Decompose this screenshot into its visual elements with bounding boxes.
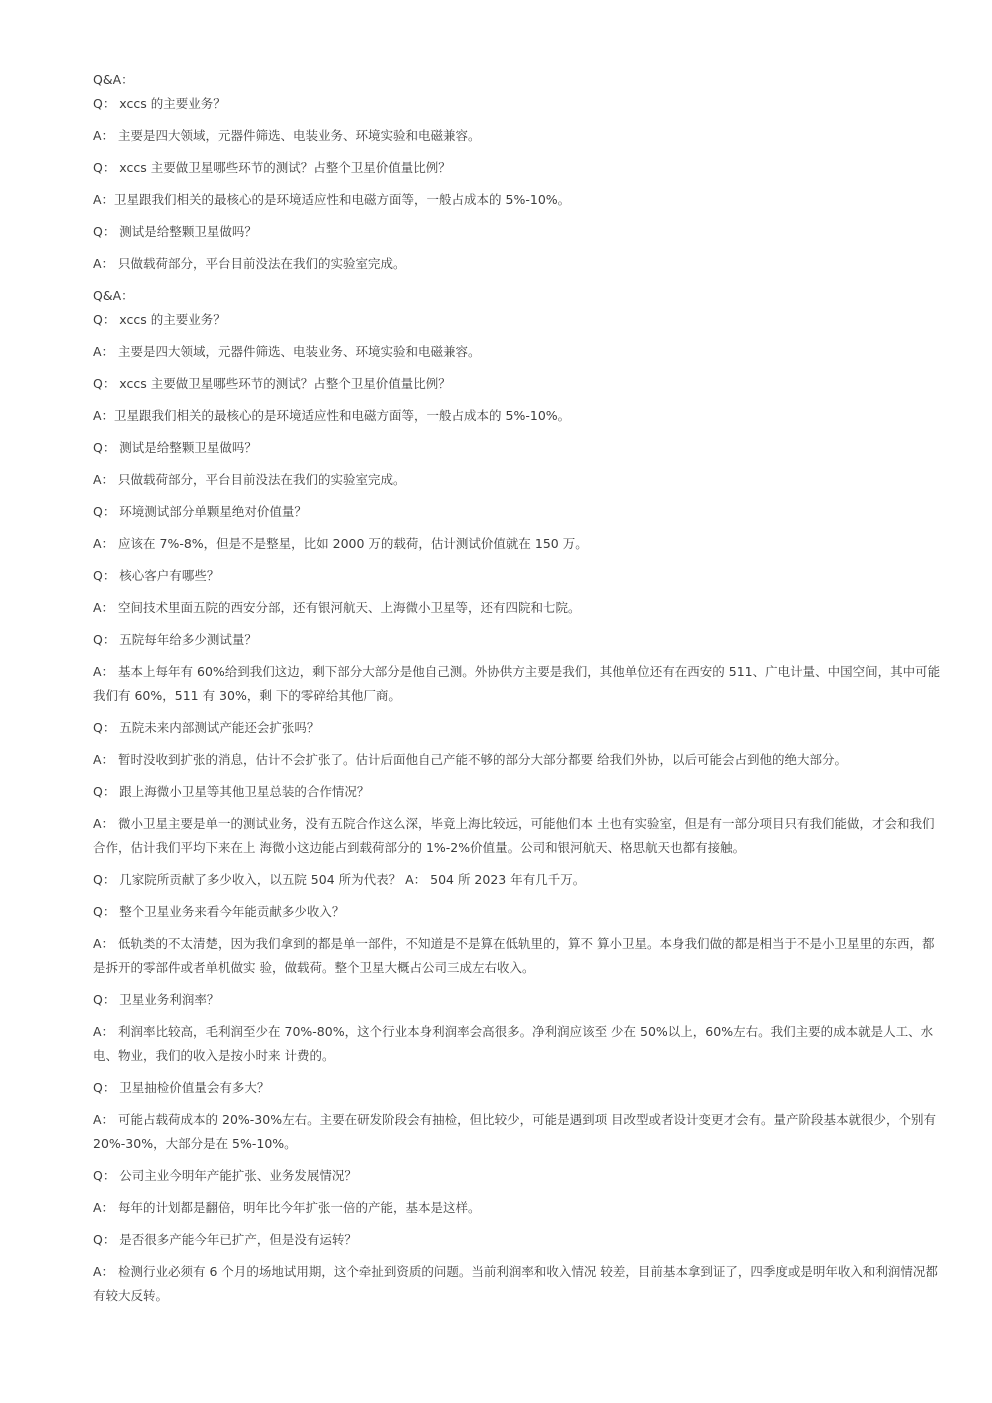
answer-line: A： 每年的计划都是翻倍，明年比今年扩张一倍的产能，基本是这样。 bbox=[93, 1200, 481, 1215]
answer-line: A： 基本上每年有 60%给到我们这边，剩下部分大部分是他自己测。外协供方主要是我们，其他单位还有在西安的 511、广电计量、中国空间，其中可能我们有 60%，511 有 30%，剩 下的零碎给其他厂商。 bbox=[93, 664, 941, 703]
question-line: Q： 核心客户有哪些？ bbox=[93, 568, 220, 583]
qa-section-heading: Q&A： bbox=[93, 288, 134, 303]
document-content bbox=[93, 68, 943, 1316]
question-line: Q： xccs 的主要业务？ bbox=[93, 312, 226, 327]
question-line: Q： 公司主业今明年产能扩张、业务发展情况？ bbox=[93, 1168, 357, 1183]
answer-line: A： 空间技术里面五院的西安分部，还有银河航天、上海微小卫星等，还有四院和七院。 bbox=[93, 600, 581, 615]
question-line: Q： 卫星抽检价值量会有多大？ bbox=[93, 1080, 270, 1095]
answer-line: A：卫星跟我们相关的最核心的是环境适应性和电磁方面等，一般占成本的 5%-10%。 bbox=[93, 192, 571, 207]
answer-line: A： 只做载荷部分，平台目前没法在我们的实验室完成。 bbox=[93, 256, 406, 271]
answer-line: A： 检测行业必须有 6 个月的场地试用期，这个牵扯到资质的问题。当前利润率和收入情况 较差，目前基本拿到证了，四季度或是明年收入和利润情况都有较大反转。 bbox=[93, 1264, 938, 1303]
answer-line: A： 微小卫星主要是单一的测试业务，没有五院合作这么深，毕竟上海比较远，可能他们本 土也有实验室，但是有一部分项目只有我们能做，才会和我们合作，估计我们平均下来在上 海微小这边能占到载荷部分的 1%-2%价值量。公司和银河航天、格思航天也都有接触。 bbox=[93, 816, 935, 855]
answer-line: A： 应该在 7%-8%，但是不是整星，比如 2000 万的载荷，估计测试价值就在 150 万。 bbox=[93, 536, 588, 551]
answer-line: A： 只做载荷部分，平台目前没法在我们的实验室完成。 bbox=[93, 472, 406, 487]
answer-line: A： 主要是四大领域，元器件筛选、电装业务、环境实验和电磁兼容。 bbox=[93, 128, 481, 143]
answer-line: A： 利润率比较高，毛利润至少在 70%-80%，这个行业本身利润率会高很多。净利润应该至 少在 50%以上，60%左右。我们主要的成本就是人工、水电、物业，我们的收入是按小时来 计费的。 bbox=[93, 1024, 934, 1063]
answer-line: A： 可能占载荷成本的 20%-30%左右。主要在研发阶段会有抽检，但比较少，可能是遇到项 目改型或者设计变更才会有。量产阶段基本就很少，个别有 20%-30%，大部分是在 5%-10%。 bbox=[93, 1112, 937, 1151]
question-line: Q： xccs 主要做卫星哪些环节的测试？占整个卫星价值量比例？ bbox=[93, 160, 451, 175]
qa-section bbox=[93, 68, 943, 276]
question-line: Q： 跟上海微小卫星等其他卫星总装的合作情况？ bbox=[93, 784, 370, 799]
answer-line: A： 低轨类的不太清楚，因为我们拿到的都是单一部件，不知道是不是算在低轨里的，算不 算小卫星。本身我们做的都是相当于不是小卫星里的东西，都是拆开的零部件或者单机做实 验，做载荷。整个卫星大概占公司三成左右收入。 bbox=[93, 936, 935, 975]
question-line: Q： 几家院所贡献了多少收入，以五院 504 所为代表？ A： 504 所 2023 年有几千万。 bbox=[93, 872, 586, 887]
question-line: Q： 测试是给整颗卫星做吗？ bbox=[93, 440, 257, 455]
qa-section bbox=[93, 284, 943, 1308]
question-line: Q： 测试是给整颗卫星做吗？ bbox=[93, 224, 257, 239]
question-line: Q： xccs 的主要业务？ bbox=[93, 96, 226, 111]
question-line: Q： 五院未来内部测试产能还会扩张吗？ bbox=[93, 720, 320, 735]
question-line: Q： 环境测试部分单颗星绝对价值量？ bbox=[93, 504, 307, 519]
question-line: Q： 卫星业务利润率？ bbox=[93, 992, 220, 1007]
question-line: Q： 是否很多产能今年已扩产，但是没有运转？ bbox=[93, 1232, 357, 1247]
question-line: Q： 整个卫星业务来看今年能贡献多少收入？ bbox=[93, 904, 345, 919]
answer-line: A：卫星跟我们相关的最核心的是环境适应性和电磁方面等，一般占成本的 5%-10%。 bbox=[93, 408, 571, 423]
answer-line: A： 主要是四大领域，元器件筛选、电装业务、环境实验和电磁兼容。 bbox=[93, 344, 481, 359]
answer-line: A： 暂时没收到扩张的消息，估计不会扩张了。估计后面他自己产能不够的部分大部分都要 给我们外协，以后可能会占到他的绝大部分。 bbox=[93, 752, 848, 767]
question-line: Q： 五院每年给多少测试量？ bbox=[93, 632, 257, 647]
qa-section-heading: Q&A： bbox=[93, 72, 134, 87]
question-line: Q： xccs 主要做卫星哪些环节的测试？占整个卫星价值量比例？ bbox=[93, 376, 451, 391]
